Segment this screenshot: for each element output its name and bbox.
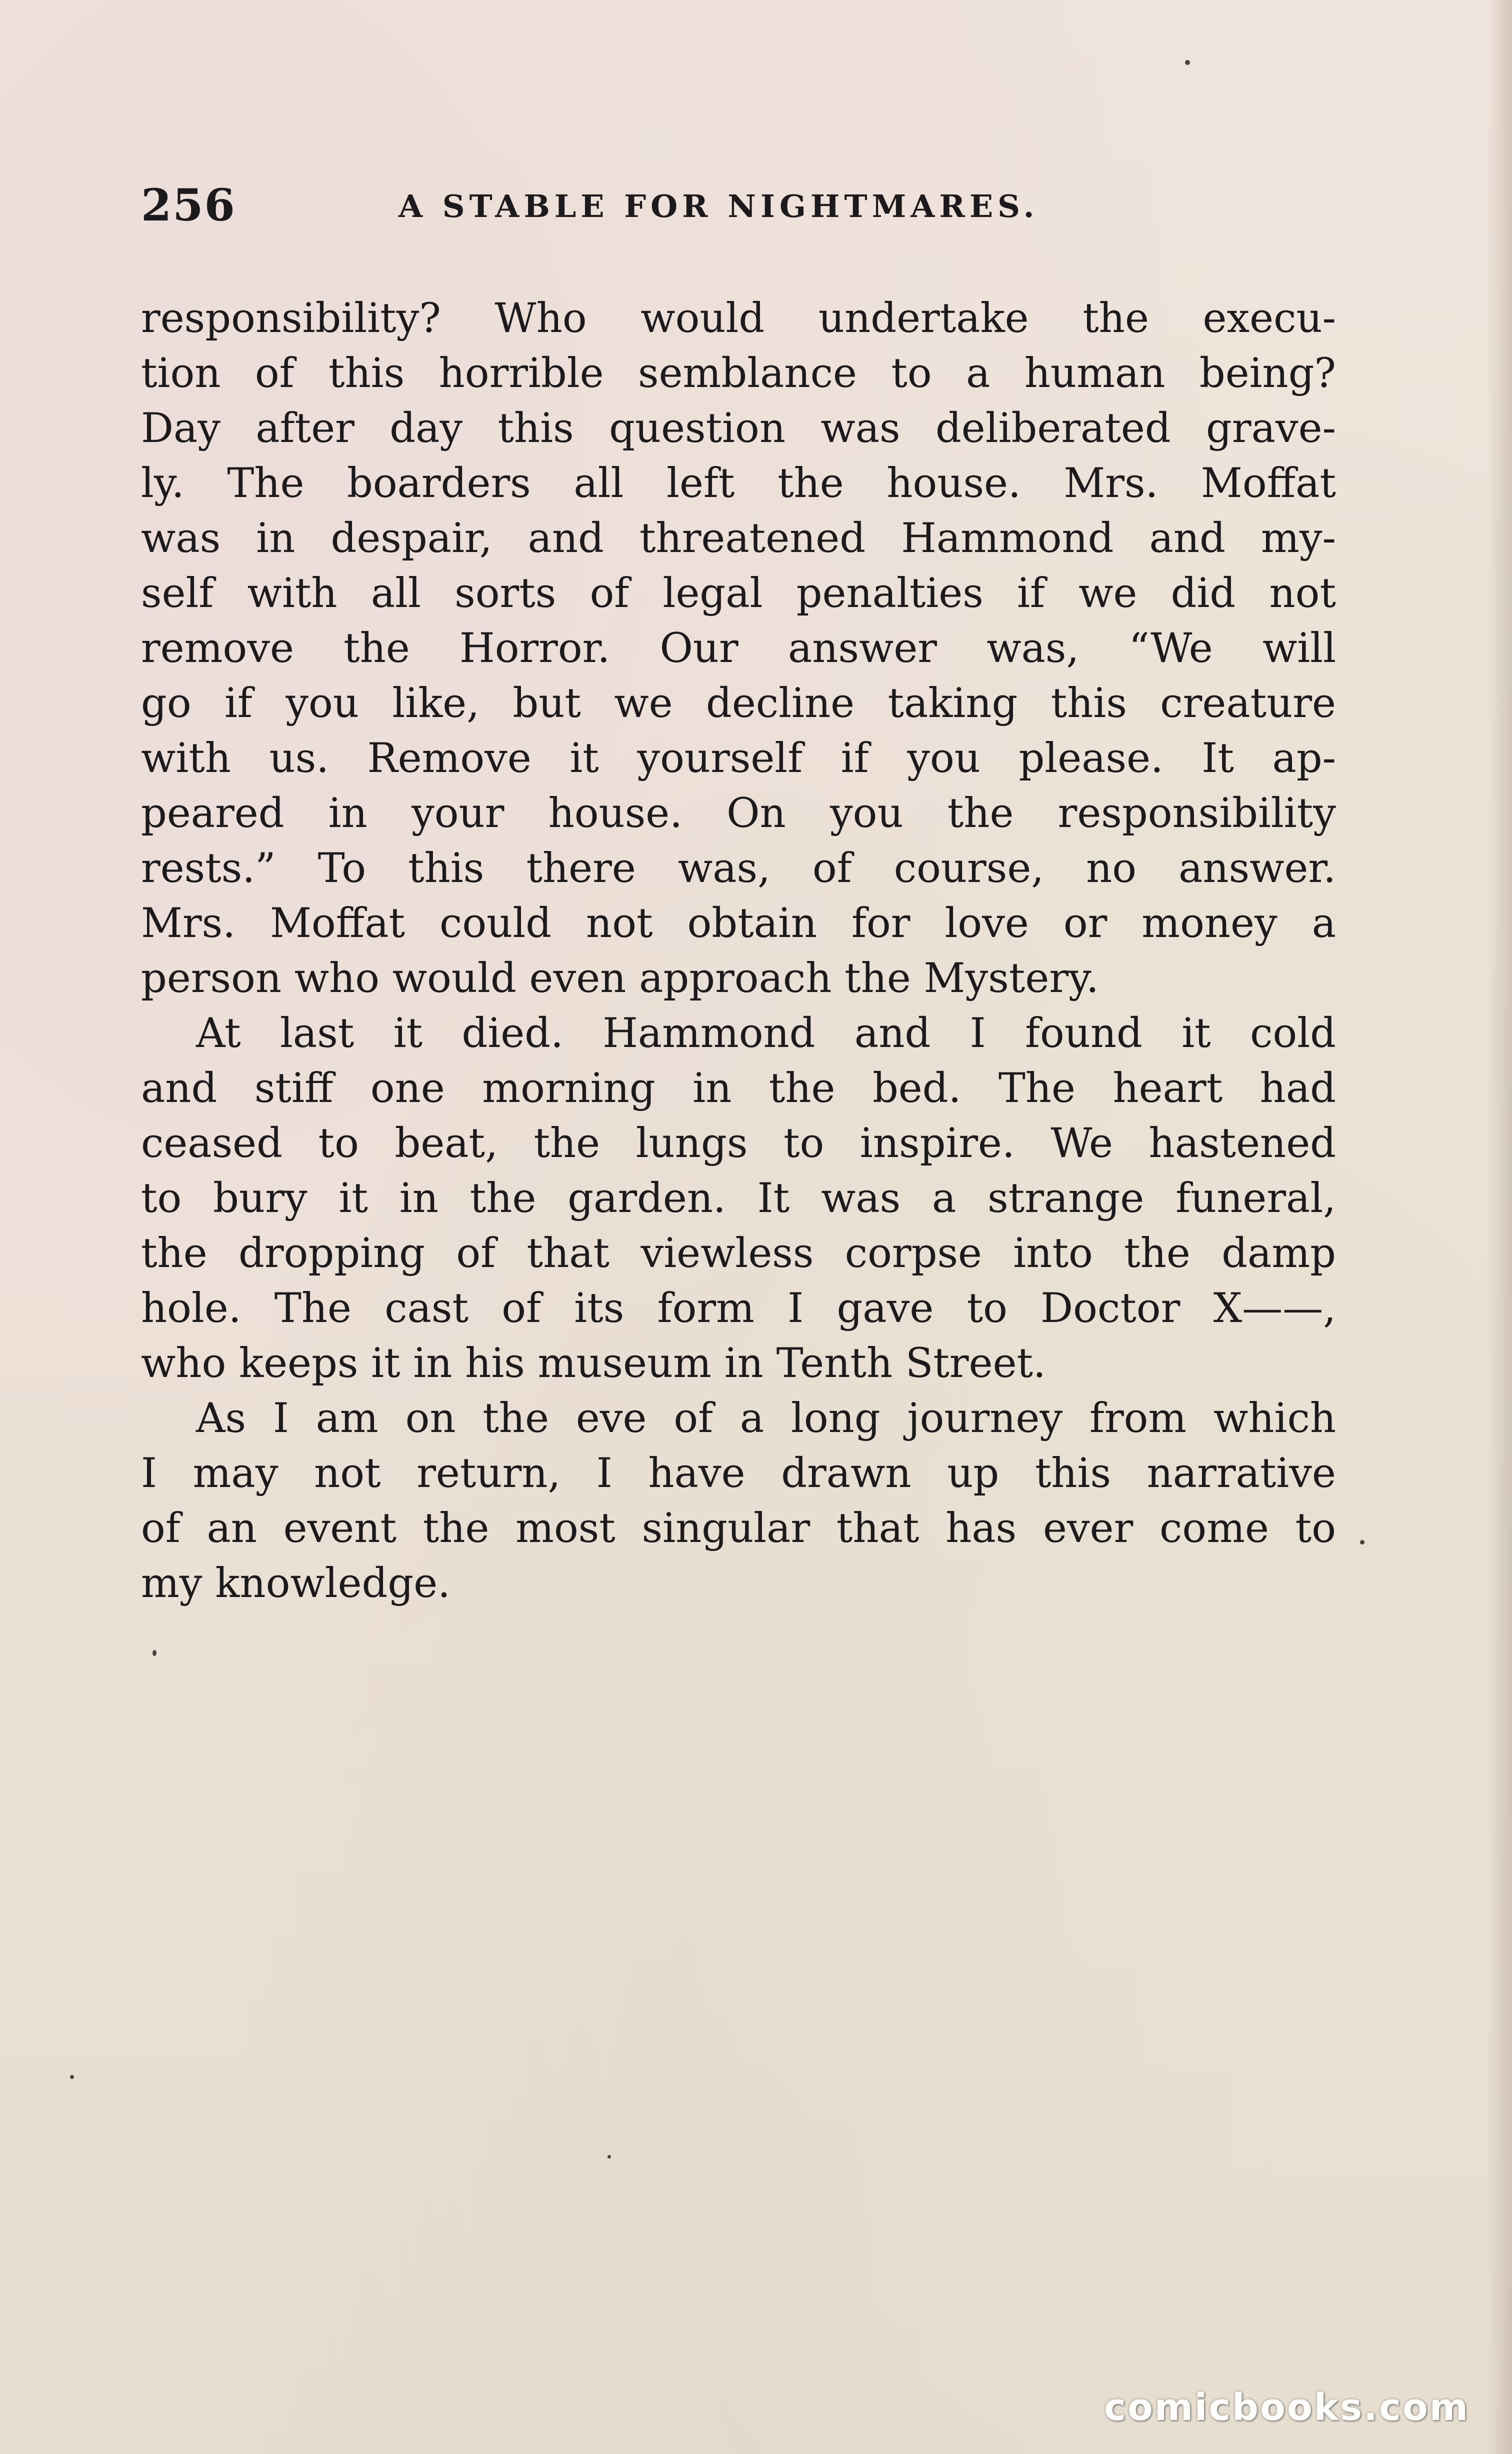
text-line: As I am on the eve of a long journey from which: [196, 1395, 1336, 1442]
text-line: who keeps it in his museum in Tenth Street.: [141, 1340, 1046, 1387]
text-line: go if you like, but we decline taking this creature: [141, 680, 1336, 727]
watermark: comicbooks.com: [1104, 2386, 1470, 2429]
text-line: was in despair, and threatened Hammond and my-: [141, 515, 1336, 562]
text-line: the dropping of that viewless corpse into the damp: [141, 1230, 1336, 1277]
running-head: A STABLE FOR NIGHTMARES.: [398, 188, 1039, 224]
text-line: ceased to beat, the lungs to inspire. We hastened: [141, 1120, 1336, 1167]
text-line: tion of this horrible semblance to a human being?: [141, 350, 1336, 397]
body-text: [141, 291, 1336, 1611]
page-edge-shadow: [1487, 0, 1512, 2454]
text-line: self with all sorts of legal penalties if we did not: [141, 570, 1336, 617]
text-line: At last it died. Hammond and I found it cold: [196, 1010, 1336, 1057]
page-header: [141, 178, 1336, 238]
paper-speck: [608, 2155, 611, 2158]
paper-speck: [1185, 60, 1190, 65]
text-line: to bury it in the garden. It was a strange funeral,: [141, 1175, 1336, 1222]
text-line: hole. The cast of its form I gave to Doctor X——,: [141, 1285, 1336, 1332]
text-line: of an event the most singular that has ever come to: [141, 1505, 1336, 1552]
text-line: my knowledge.: [141, 1560, 450, 1607]
text-line: Day after day this question was deliberated grave-: [141, 405, 1336, 452]
text-line: rests.” To this there was, of course, no answer.: [141, 845, 1336, 892]
paper-speck: [70, 2075, 74, 2079]
text-line: peared in your house. On you the responsibility: [141, 790, 1336, 837]
paper-speck: [152, 1650, 156, 1656]
text-line: and stiff one morning in the bed. The heart had: [141, 1065, 1336, 1112]
text-line: Mrs. Moffat could not obtain for love or money a: [141, 900, 1336, 947]
text-line: remove the Horror. Our answer was, “We will: [141, 625, 1336, 672]
text-line: with us. Remove it yourself if you please. It ap-: [141, 735, 1336, 782]
paper-speck: [1360, 1540, 1364, 1544]
page-number: 256: [141, 179, 236, 231]
text-line: responsibility? Who would undertake the execu-: [141, 295, 1336, 342]
text-line: ly. The boarders all left the house. Mrs. Moffat: [141, 460, 1336, 507]
text-line: I may not return, I have drawn up this narrative: [141, 1450, 1336, 1497]
text-line: person who would even approach the Mystery.: [141, 955, 1099, 1002]
